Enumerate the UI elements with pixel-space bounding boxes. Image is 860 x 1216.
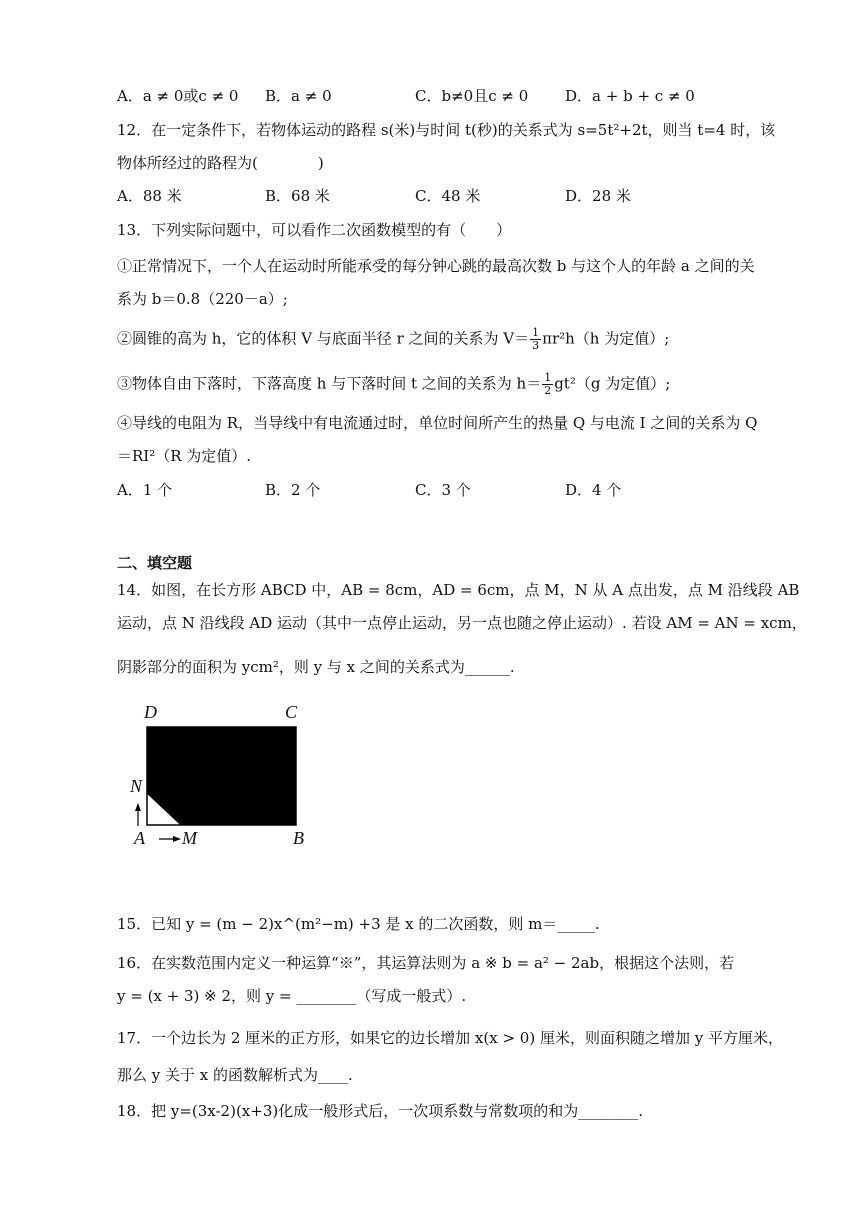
q13-item2 — [117, 327, 669, 352]
right-arrow-icon — [173, 836, 181, 842]
q13-option-c: C．3 个 — [415, 481, 471, 499]
q17-stem-line1: 17．一个边长为 2 厘米的正方形，如果它的边长增加 x(x > 0) 厘米，则面积随之增加 y 平方厘米， — [117, 1029, 783, 1047]
label-b: B — [293, 828, 304, 848]
q15-stem: 15．已知 y = (m − 2)x^(m²−m) +3 是 x 的二次函数，则 m＝_____. — [117, 915, 600, 933]
q18-stem: 18．把 y=(3x-2)(x+3)化成一般形式后，一次项系数与常数项的和为________. — [117, 1102, 643, 1120]
rectangle-diagram — [130, 700, 320, 855]
q13-item4-line1: ④导线的电阻为 R，当导线中有电流通过时，单位时间所产生的热量 Q 与电流 I 之间的关系为 Q — [117, 414, 758, 432]
q13-item2-post: πr²h（h 为定值）; — [542, 329, 670, 348]
q13-item1-line2: 系为 b＝0.8（220－a）; — [117, 290, 288, 308]
q14-stem-line1: 14．如图，在长方形 ABCD 中，AB = 8cm，AD = 6cm，点 M，N 从 A 点出发，点 M 沿线段 AB — [117, 581, 800, 599]
label-c: C — [285, 702, 298, 722]
up-arrow-icon — [135, 803, 141, 811]
shaded-region — [147, 727, 296, 825]
q13-item3-post: gt²（g 为定值）; — [554, 374, 671, 393]
label-m: M — [182, 828, 197, 848]
q12-option-a: A．88 米 — [117, 187, 182, 205]
q11-option-c: C．b≠0且c ≠ 0 — [415, 87, 529, 105]
label-a: A — [134, 828, 145, 848]
q14-stem-line2: 运动，点 N 沿线段 AD 运动（其中一点停止运动，另一点也随之停止运动）. 若设 AM = AN = xcm， — [117, 614, 807, 632]
q13-option-d: D．4 个 — [565, 481, 622, 499]
q13-item4-line2: ＝RI²（R 为定值）. — [117, 447, 252, 465]
q12-option-c: C．48 米 — [415, 187, 481, 205]
q11-option-b: B．a ≠ 0 — [265, 87, 332, 105]
q13-stem: 13．下列实际问题中，可以看作二次函数模型的有（ ） — [117, 221, 512, 239]
q12-option-b: B．68 米 — [265, 187, 330, 205]
q13-option-b: B．2 个 — [265, 481, 321, 499]
q12-stem-line1: 12．在一定条件下，若物体运动的路程 s(米)与时间 t(秒)的关系式为 s=5t²+2t，则当 t=4 时，该 — [117, 121, 776, 139]
q12-option-d: D．28 米 — [565, 187, 631, 205]
label-d: D — [144, 702, 157, 722]
q13-item3 — [117, 372, 670, 397]
section-heading-fill-in: 二、填空题 — [117, 554, 193, 572]
q14-stem-line3: 阴影部分的面积为 ycm²，则 y 与 x 之间的关系式为______. — [117, 658, 515, 676]
q13-item1-line1: ①正常情况下，一个人在运动时所能承受的每分钟心跳的最高次数 b 与这个人的年龄 a 之间的关 — [117, 257, 755, 275]
q16-stem-line1: 16．在实数范围内定义一种运算“※”，其运算法则为 a ※ b = a² − 2ab，根据这个法则，若 — [117, 954, 735, 972]
q11-option-a: A．a ≠ 0或c ≠ 0 — [117, 87, 239, 105]
q13-option-a: A．1 个 — [117, 481, 173, 499]
q12-stem-line2: 物体所经过的路程为( ) — [117, 154, 324, 172]
q13-item3-pre: ③物体自由下落时，下落高度 h 与下落时间 t 之间的关系为 h＝ — [117, 374, 542, 393]
q17-stem-line2: 那么 y 关于 x 的函数解析式为____. — [117, 1066, 353, 1084]
fraction-one-half: $\frac{1}{2}$ — [544, 371, 552, 397]
q13-item2-pre: ②圆锥的高为 h，它的体积 V 与底面半径 r 之间的关系为 V＝ — [117, 329, 530, 348]
q11-option-d: D．a + b + c ≠ 0 — [565, 87, 695, 105]
rectangle-figure — [130, 700, 320, 855]
fraction-one-third: $\frac{1}{3}$ — [532, 326, 540, 352]
label-n: N — [130, 776, 143, 796]
q16-stem-line2: y = (x + 3) ※ 2，则 y = ________（写成一般式）. — [117, 987, 467, 1005]
